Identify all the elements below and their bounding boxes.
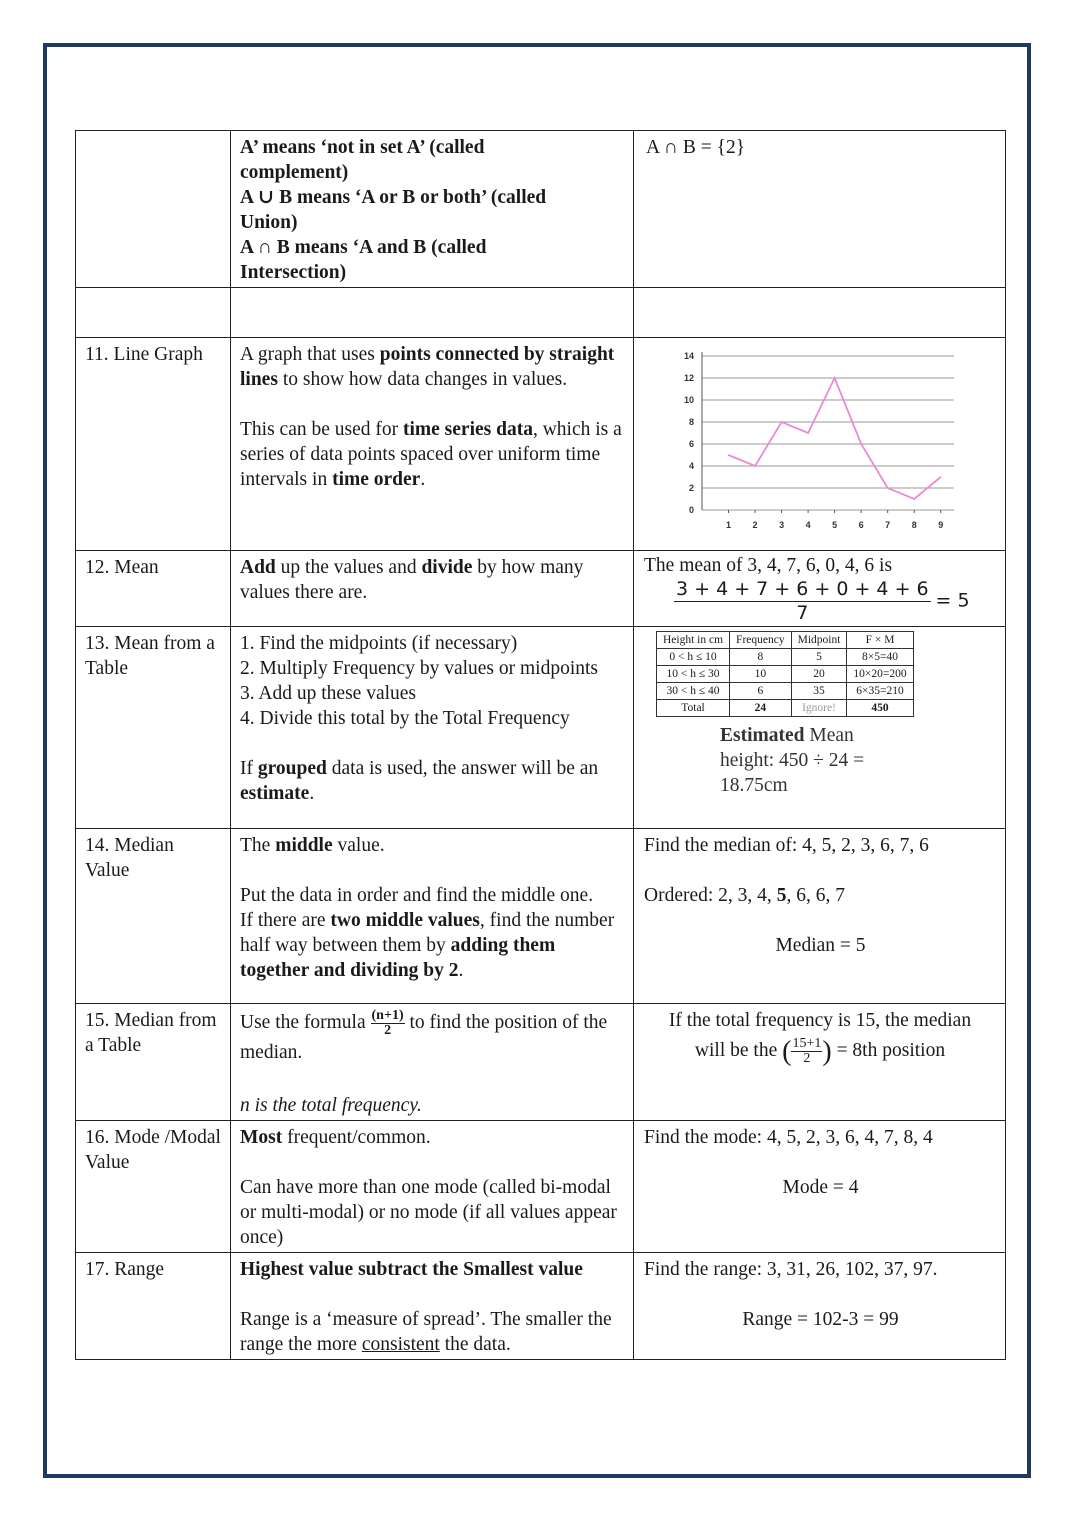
y-tick-label: 10 — [683, 395, 694, 405]
text: , find the number half way between them by — [240, 910, 615, 956]
def-line: Union) — [240, 212, 298, 233]
mean-fraction — [674, 577, 931, 624]
def-line: complement) — [240, 162, 349, 183]
text: If — [240, 758, 258, 779]
x-tick-label: 5 — [832, 520, 838, 530]
text: n is the total frequency. — [240, 1095, 422, 1117]
data-point — [728, 454, 730, 456]
mode-result: Mode = 4 — [782, 1177, 859, 1199]
cell: Total — [657, 700, 730, 717]
key-word: Estimated — [720, 725, 805, 746]
text: The — [240, 835, 276, 856]
text: Can have more than one mode (called bi-modal or multi-modal) or no mode (if all values appear once) — [240, 1177, 617, 1249]
cell: 10 — [730, 666, 792, 683]
key-phrase: points connected by straight lines — [240, 344, 615, 390]
key-word: Most — [240, 1127, 283, 1149]
text: If the total frequency is 15, the median — [668, 1010, 972, 1031]
text: , which is a series of data points spaced over uniform time intervals in — [240, 419, 622, 490]
median-position-fraction — [791, 1037, 822, 1066]
bracket: ( — [782, 1036, 792, 1067]
x-tick-label: 1 — [726, 520, 732, 530]
set-notation-row — [76, 131, 1006, 288]
line-graph-chart — [634, 338, 1004, 543]
cell: 30 < h ≤ 40 — [657, 683, 730, 700]
fraction-numerator: (n+1) — [371, 1008, 404, 1024]
fraction-denominator: 2 — [384, 1023, 392, 1039]
blank-row — [76, 288, 1006, 338]
key-phrase: adding them together and dividing by 2 — [240, 935, 556, 981]
key-word: middle — [275, 835, 333, 856]
term-label: 16. Mode /Modal Value — [85, 1127, 221, 1174]
text: Range is a ‘measure of spread’. The smaller the range the more — [240, 1309, 612, 1356]
series-line — [729, 378, 941, 499]
underlined-word: consistent — [361, 1334, 440, 1356]
data-point — [781, 421, 783, 423]
cell: 10×20=200 — [847, 666, 913, 683]
definition-cell — [231, 551, 634, 627]
y-tick-label: 8 — [688, 417, 694, 427]
definition-cell — [231, 1253, 634, 1360]
fraction-numerator: 15+1 — [792, 1036, 822, 1051]
data-point — [860, 443, 862, 445]
text: . — [309, 783, 315, 804]
median-formula — [371, 1009, 405, 1038]
text: This can be used for — [240, 419, 403, 440]
cell: 20 — [791, 666, 847, 683]
set-notation-definition — [231, 131, 634, 288]
term-cell — [76, 829, 231, 1004]
median-row — [76, 829, 1006, 1004]
key-word: 5 — [776, 885, 787, 906]
definition-cell — [231, 338, 634, 551]
text: , 6, 6, 7 — [786, 885, 845, 906]
blank-cell — [231, 288, 634, 338]
median-from-table-row — [76, 1004, 1006, 1121]
y-tick-label: 14 — [683, 351, 694, 361]
y-tick-label: 0 — [688, 505, 694, 515]
example-cell — [634, 551, 1006, 627]
header-cell: Frequency — [730, 632, 792, 649]
fraction-denominator: 7 — [796, 602, 809, 624]
x-tick-label: 4 — [805, 520, 811, 530]
text: frequent/common. — [282, 1127, 431, 1149]
definition-cell — [231, 1004, 634, 1121]
key-word: grouped — [257, 758, 327, 779]
text: . — [420, 469, 426, 490]
text: Find the median of: 4, 5, 2, 3, 6, 7, 6 — [644, 835, 929, 856]
cell: 6 — [730, 683, 792, 700]
key-phrase: Highest value subtract the Smallest value — [240, 1259, 583, 1281]
term-cell — [76, 1121, 231, 1253]
example-cell — [634, 627, 1006, 829]
key-terms-table — [75, 130, 1006, 1360]
text: to find the position of the median. — [240, 1012, 608, 1064]
blank-cell — [634, 288, 1006, 338]
cell: 8×5=40 — [847, 649, 913, 666]
cell: 35 — [791, 683, 847, 700]
key-word: divide — [421, 557, 473, 578]
intersection-example: A ∩ B = {2} — [646, 137, 746, 158]
text: by how many values there are. — [240, 557, 584, 603]
text: the data. — [439, 1334, 511, 1356]
x-tick-label: 9 — [938, 520, 944, 530]
text: Find the mode: 4, 5, 2, 3, 6, 4, 7, 8, 4 — [644, 1127, 933, 1149]
fraction-numerator: 3 + 4 + 7 + 6 + 0 + 4 + 6 — [676, 578, 929, 600]
def-line: Intersection) — [240, 262, 347, 283]
text: 18.75cm — [720, 775, 788, 796]
cell: 0 < h ≤ 10 — [657, 649, 730, 666]
y-tick-label: 2 — [688, 483, 694, 493]
definition-cell — [231, 829, 634, 1004]
header-cell: Midpoint — [791, 632, 847, 649]
example-cell — [634, 338, 1006, 551]
key-word: estimate — [240, 783, 310, 804]
cell: 24 — [730, 700, 792, 717]
term-cell — [76, 551, 231, 627]
header-cell: F × M — [847, 632, 913, 649]
data-point — [807, 432, 809, 434]
def-line: A ∪ B means ‘A or B or both’ (called — [240, 187, 547, 208]
term-label: 14. Median Value — [85, 835, 174, 881]
text: Ordered: 2, 3, 4, — [644, 885, 777, 906]
table-row — [657, 649, 914, 666]
key-phrase: time series data — [403, 419, 533, 440]
cell: 8 — [730, 649, 792, 666]
text: Mean — [804, 725, 854, 746]
text: data is used, the answer will be an — [326, 758, 599, 779]
mode-row — [76, 1121, 1006, 1253]
mean-row — [76, 551, 1006, 627]
estimated-mean — [720, 723, 1005, 798]
cell: 10 < h ≤ 30 — [657, 666, 730, 683]
cell: Ignore! — [791, 700, 847, 717]
step: 3. Add up these values — [240, 683, 417, 704]
table-row — [657, 666, 914, 683]
text: Put the data in order and find the middle one. — [240, 885, 594, 906]
y-tick-label: 4 — [688, 461, 694, 471]
mean-result: = 5 — [935, 589, 970, 612]
bracket: ) — [822, 1036, 832, 1067]
x-tick-label: 8 — [911, 520, 917, 530]
text: = 8th position — [836, 1039, 946, 1061]
x-tick-label: 7 — [885, 520, 891, 530]
frequency-table — [656, 631, 914, 717]
example-cell — [634, 829, 1006, 1004]
cell: 6×35=210 — [847, 683, 913, 700]
table-row — [657, 683, 914, 700]
cell: 5 — [791, 649, 847, 666]
text: . — [458, 960, 464, 981]
empty-term-cell — [76, 131, 231, 288]
term-label: 17. Range — [85, 1259, 165, 1281]
definition-cell — [231, 1121, 634, 1253]
term-label: 11. Line Graph — [85, 344, 203, 365]
text: Find the range: 3, 31, 26, 102, 37, 97. — [644, 1259, 938, 1281]
text: value. — [332, 835, 385, 856]
step: 2. Multiply Frequency by values or midpoints — [240, 658, 599, 679]
step: 1. Find the midpoints (if necessary) — [240, 633, 518, 654]
mean-example-text: The mean of 3, 4, 7, 6, 0, 4, 6 is — [644, 555, 893, 576]
text: up the values and — [275, 557, 422, 578]
range-row — [76, 1253, 1006, 1360]
frequency-table-header — [657, 632, 914, 649]
term-cell — [76, 338, 231, 551]
example-cell — [634, 1253, 1006, 1360]
set-notation-example — [634, 131, 1006, 288]
step: 4. Divide this total by the Total Frequency — [240, 708, 570, 729]
y-tick-label: 12 — [683, 373, 694, 383]
data-point — [834, 377, 836, 379]
cell: 450 — [847, 700, 913, 717]
term-cell — [76, 1004, 231, 1121]
y-tick-label: 6 — [688, 439, 694, 449]
definition-cell — [231, 627, 634, 829]
text: If there are — [240, 910, 331, 931]
term-cell — [76, 1253, 231, 1360]
example-cell — [634, 1121, 1006, 1253]
data-point — [754, 465, 756, 467]
line-graph-row — [76, 338, 1006, 551]
text: A graph that uses — [240, 344, 380, 365]
term-label: 12. Mean — [85, 557, 159, 578]
x-tick-label: 6 — [858, 520, 864, 530]
x-tick-label: 2 — [752, 520, 758, 530]
text: to show how data changes in values. — [277, 369, 568, 390]
median-result: Median = 5 — [775, 935, 866, 956]
term-cell — [76, 627, 231, 829]
data-point — [940, 476, 942, 478]
blank-cell — [76, 288, 231, 338]
text: height: 450 ÷ 24 = — [720, 750, 865, 771]
text: will be the — [694, 1039, 778, 1061]
text: Use the formula — [240, 1012, 371, 1033]
term-label: 13. Mean from a Table — [85, 633, 215, 679]
fraction-denominator: 2 — [803, 1051, 811, 1066]
data-point — [913, 498, 915, 500]
table-total-row — [657, 700, 914, 717]
example-cell — [634, 1004, 1006, 1121]
range-result: Range = 102-3 = 99 — [742, 1309, 899, 1331]
mean-from-table-row — [76, 627, 1006, 829]
key-word: Add — [240, 557, 276, 578]
def-line: A ∩ B means ‘A and B (called — [240, 237, 487, 258]
term-label: 15. Median from a Table — [85, 1010, 217, 1056]
data-point — [887, 487, 889, 489]
key-phrase: two middle values — [330, 910, 480, 931]
header-cell: Height in cm — [657, 632, 730, 649]
def-line: A’ means ‘not in set A’ (called — [240, 137, 485, 158]
x-tick-label: 3 — [779, 520, 785, 530]
key-phrase: time order — [332, 469, 421, 490]
